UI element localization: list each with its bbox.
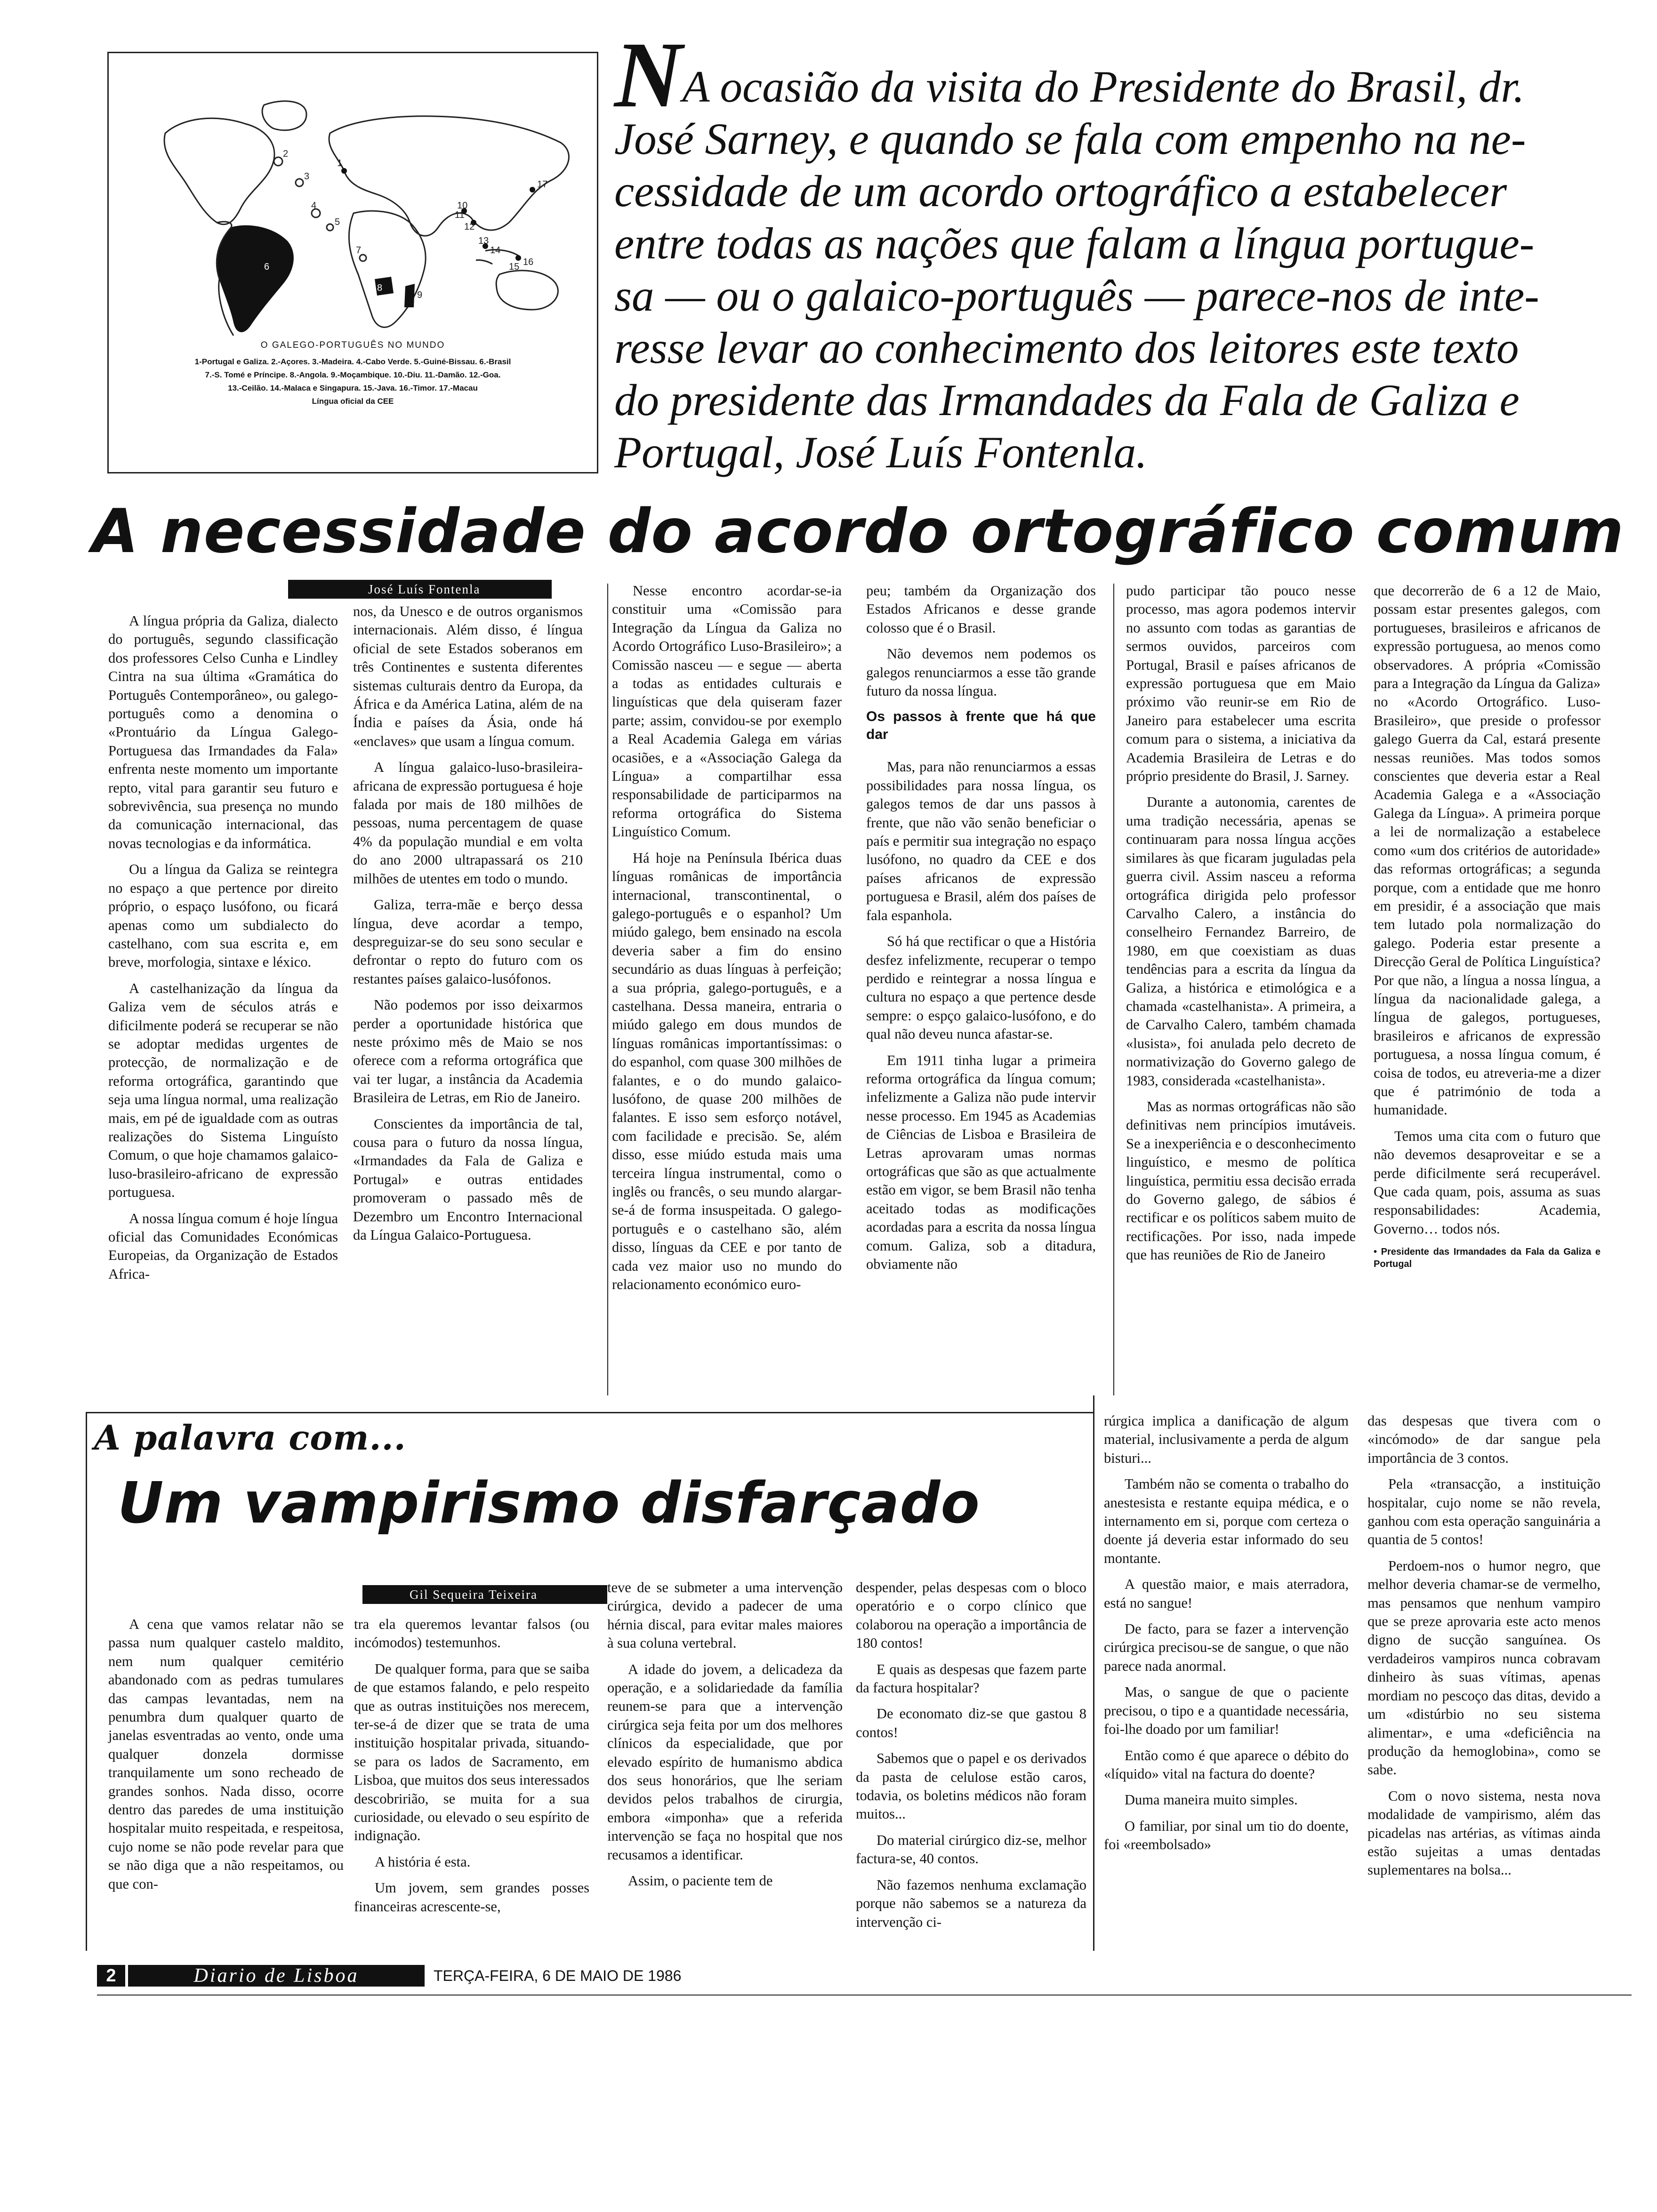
page-number: 2 [97,1965,125,1987]
article2-col6: das despesas que tivera com o «incómodo» de dar sangue pela importância de 3 contos. Pela «transacção, a instituição hospitalar, cujo nome se não revela, ganhou com esta operação sanguinária a quantia de 5 contos! Perdoem-nos o humor negro, que melhor deveria chamar-se de vermelho, mas pensamos que nenhum vampiro que se preze aprovaria este acto menos digno de sucção sanguínea. Os verdadeiros vampiros nunca cobravam dinheiro às suas vítimas, apenas mordiam no pescoço das ditas, devido a um «distúrbio no seu sistema alimentar», e uma «deficiência na produção da hemoglobina», como se sabe. Com o novo sistema, nesta nova modalidade de vampirismo, além das picadelas nas artérias, as vítimas ainda estão sujeitas a umas dentadas suplementares na bolsa... [1367,1413,1601,1878]
intro-line: Portugal, José Luís Fontenla. [614,427,1148,477]
article2-box-left [86,1412,87,1951]
article2-byline: Gil Sequeira Teixeira [362,1585,607,1604]
intro-line: A ocasião da visita do Presidente do Brasil, dr. [682,62,1525,112]
world-map [109,72,597,354]
article2-box-mid [1093,1395,1094,1951]
svg-text:17: 17 [537,179,548,190]
svg-text:1: 1 [337,158,343,168]
article2-col1: A cena que vamos relatar não se passa num qualquer castelo maldito, nem num qualquer cemitério abandonado com as pedras tumulares das campas levantadas, nem na penumbra dum qualquer quarto de janelas esventradas ao vento, onde uma qualquer donzela dormisse tranquilamente um sono recheado de grandes sonhos. Nada disso, ocorre dentro das paredes de uma instituição hospitalar muito respeitada, e respeitosa, cujo nome se não pode revelar para que se não diga que a não respeitamos, ou que con- [108,1616,344,1892]
article1-subheading: Os passos à frente que há que dar [866,709,1096,743]
map-caption [109,340,597,408]
map-legend-line: 7.-S. Tomé e Príncipe. 8.-Angola. 9.-Moçambique. 10.-Diu. 11.-Damão. 12.-Goa. [205,370,501,379]
column-rule [1113,584,1114,1395]
article1-col1: A língua própria da Galiza, dialecto do português, segundo classificação dos professores Celso Cunha e Lindley Cintra na sua última «Gramática do Português Contemporâneo», ou galego-português como a denomina o «Prontuário da Língua Galego-Portuguesa das Irmandades da Fala» enfrenta neste momento um importante repto, vital para garantir seu futuro e sobrevivência, sua presença no mundo da comunicação internacional, das novas tecnologias e da informática. Ou a língua da Galiza se reintegra no espaço a que pertence por direito próprio, o espaço lusófono, ou ficará apenas como um subdialecto do castelhano, com sua escrita e, em breve, morfologia, sintaxe e léxico. A castelhanização da língua da Galiza vem de séculos atrás e dificilmente poderá se recuperar se não se adoptar medidas urgentes de protecção, de normalização e de reforma ortográfica, garantindo que seja uma língua normal, uma realização mais, em pé de igualdade com as outras realizações do Sistema Linguísto Comum, o que hoje chamamos galaico-luso-brasileiro-africano de expressão portuguesa. A nossa língua comum é hoje língua oficial das Comunidades Económicas Europeias, da Organização de Estados Africa- [108,613,338,1282]
article2-kicker: A palavra com... [94,1418,406,1458]
map-legend-line: 1-Portugal e Galiza. 2.-Açores. 3.-Madeira. 4.-Cabo Verde. 5.-Guiné-Bissau. 6.-Brasil [194,357,511,366]
article2-col4: despender, pelas despesas com o bloco operatório e o corpo clínico que colaborou na operação a importância de 180 contos! E quais as despesas que fazem parte da factura hospitalar? De economato diz-se que gastou 8 contos! Sabemos que o papel e os derivados da pasta de celulose estão caros, todavia, os boletins médicos não foram muitos... Do material cirúrgico diz-se, melhor factura-se, 40 contos. Não fazemos nenhuma exclamação porque não sabemos se a natureza da intervenção ci- [856,1579,1086,1930]
drop-cap: N [614,23,683,127]
intro-line: resse levar ao conhecimento dos leitores este texto [614,323,1519,373]
svg-text:8: 8 [377,283,383,293]
article1-headline: A necessidade do acordo ortográfico comum [92,497,1624,567]
issue-date: TERÇA-FEIRA, 6 DE MAIO DE 1986 [434,1967,682,1984]
svg-text:16: 16 [523,257,534,267]
svg-text:15: 15 [509,262,520,272]
svg-text:14: 14 [490,245,501,256]
column-rule [607,584,608,1395]
svg-text:13: 13 [478,236,489,246]
article2-col2: tra ela queremos levantar falsos (ou incómodos) testemunhos. De qualquer forma, para que se saiba de que estamos falando, e pelo respeito que as outras instituições nos merecem, ter-se-á de dizer que se trata de uma instituição hospitalar privada, situando-se para os lados de Sacramento, em Lisboa, que muitos dos seus interessados descobririão, se muita for a sua curiosidade, ou elevado o seu espírito de indignação. A história é esta. Um jovem, sem grandes posses financeiras acrescente-se, [354,1616,589,1915]
masthead: Diario de Lisboa [128,1965,425,1987]
svg-text:9: 9 [417,290,423,300]
map-box [107,52,598,473]
brazil-shape [217,225,293,332]
map-legend-line: Língua oficial da CEE [312,397,394,406]
article1-byline: José Luís Fontenla [288,580,552,599]
svg-text:7: 7 [356,245,362,256]
intro-line: entre todas as nações que falam a língua portugue- [614,218,1535,268]
article1-col6: que decorrerão de 6 a 12 de Maio, possam estar presentes galegos, com portugueses, brasileiros e africanos de expressão portuguesa, ao menos como observadores. A própria «Comissão para a Integração da Língua da Galiza» no «Acordo Ortográfico. Luso-Brasileiro», que preside o professor galego Guerra da Cal, estará presente nessas reuniões. Mas todos somos conscientes que deveria estar a Real Academia Galega e a «Associação Galega da Língua». A primeira porque a lei de normalização a estabelece como «um dos critérios de autoridade» das reformas ortográficas; a segunda porque, com a entidade que me honro em presidir, é a associação que mais tem lutado pola normalização do galego. Poderia estar presente a Direcção Geral de Política Linguística? Por que não, a língua a nossa língua, a língua da nacionalidade galega, a língua de galegos, portugueses, brasileiros e africanos de expressão portuguesa, a nossa língua comum, é coisa de todos, eu atreveria-me a dizer que é património de toda a humanidade. Temos uma cita com o futuro que não devemos desaproveitar e se a perde dificilmente será recuperável. Que cada quam, pois, assuma as suas responsabilidades: Academia, Governo… todos nós. • Presidente das Irmandades da Fala da Galiza e Portugal [1374,583,1601,1270]
map-caption-title: O GALEGO-PORTUGUÊS NO MUNDO [260,340,445,350]
intro-line: do presidente das Irmandades da Fala de Galiza e [614,375,1520,425]
intro-line: cessidade de um acordo ortográfico a estabelecer [614,166,1507,216]
map-label: 2 [283,149,289,159]
intro-line: sa — ou o galaico-português — parece-nos de inte- [614,271,1539,321]
article1-col4: peu; também da Organização dos Estados Africanos e desse grande colosso que é o Brasil. Não devemos nem podemos os galegos renunciarmos a esse tão grande futuro da nossa língua. Os passos à frente que há que dar Mas, para não renunciarmos a essas possibilidades para nossa língua, os galegos temos de dar uns passos à frente, que não vão senão beneficiar o país e permitir sua integração no espaço lusófono, no quadro da CEE e dos países africanos de expressão portuguesa e Brasil, além dos países de fala espanhola. Só há que rectificar o que a História desfez infelizmente, recuperar o tempo perdido e reintegrar a nossa língua e cultura no espaço a que pertence desde sempre: o espço galaico-lusófono, e do qual não deveu nunca afastar-se. Em 1911 tinha lugar a primeira reforma ortográfica da língua comum; infelizmente a Galiza não pude intervir nesse processo. Em 1945 as Academias de Ciências de Lisboa e Brasileira de Letras aprovaram umas normas ortográficas que são as que actualmente estão em vigor, se bem Brasil não tenha aceitado todas as modificações acordadas para a escrita da nossa língua comum. Galiza, sob a ditadura, obviamente não [866,583,1096,1272]
map-legend-line: 13.-Ceilão. 14.-Malaca e Singapura. 15.-Java. 16.-Timor. 17.-Macau [228,384,478,393]
article2-col5: rúrgica implica a danificação de algum material, inclusivamente a perda de algum bisturi... Também não se comenta o trabalho do anestesista e restante equipa médica, e o internamento em si, porque com certeza o doente já deveria estar informado do seu montante. A questão maior, e mais aterradora, está no sangue! De facto, para se fazer a intervenção cirúrgica precisou-se de sangue, o que não parece nada anormal. Mas, o sangue de que o paciente precisou, o tipo e a quantidade necessária, foi-lhe doado por um familiar! Então como é que aparece o débito do «líquido» vital na factura do doente? Duma maneira muito simples. O familiar, por sinal um tio do doente, foi «reembolsado» [1104,1413,1349,1853]
article1-col3: Nesse encontro acordar-se-ia constituir uma «Comissão para Integração da Língua da Galiza no Acordo Ortográfico Luso-Brasileiro»; a Comissão nasceu — e segue — aberta a todas as entidades culturais e linguísticas que dela quiseram fazer parte; assim, convidou-se por exemplo a Real Academia Galega em várias ocasiões, e a «Associação Galega da Língua» a compartilhar essa responsabilidade de participarmos na reforma ortográfica do Sistema Linguístico Comum. Há hoje na Península Ibérica duas línguas românicas de importância internacional, transcontinental, o galego-português e o espanhol? Um miúdo galego, bem ensinado na escola deveria saber a fim do ensino secundário as duas línguas à perfeição; a sua própria, galego-português, e a castelhana. Dessa maneira, entraria o miúdo galego em dous mundos de línguas românicas importantíssimas: o do espanhol, com quase 300 milhões de falantes, e o do mundo galaico-lusófono, de quase 200 milhões de falantes. E isso sem esforço notável, com facilidade e precisão. Se, além disso, esse miúdo estuda mais uma terceira língua instrumental, como o inglês ou francês, o seu mundo alargar-se-á de forma insuspeitada. O galego-português e o castelhano são, além disso, línguas da CEE e por tanto de cada vez maior uso no mundo do relacionamento económico euro- [612,583,842,1293]
svg-text:6: 6 [264,262,270,272]
article2-col3: teve de se submeter a uma intervenção cirúrgica, devido a padecer de uma hérnia discal, para evitar males maiores à sua coluna vertebral. A idade do jovem, a delicadeza da operação, e a solidariedade da família reunem-se para que a intervenção cirúrgica seja feita por um dos melhores clínicos da especialidade, que por elevado espírito de humanismo abdica dos seus honorários, que lhe seriam devidos pelos trabalhos de cirurgia, embora «imponha» que a referida intervenção se faça no hospital que nos recusamos a identificar. Assim, o paciente tem de [607,1579,843,1889]
article1-col5: pudo participar tão pouco nesse processo, mas agora podemos intervir no assunto com todas as garantias de sermos ouvidos, parceiros com Portugal, Brasil e países africanos de expressão portuguesa que em Maio próximo vão reunir-se em Rio de Janeiro para estabelecer uma escrita comum para o sistema, a iniciativa da Academia Brasileira de Letras e do próprio presidente do Brasil, J. Sarney. Durante a autonomia, carentes de uma tradição necessária, apenas se continuaram para nossa língua acções similares às que ficaram juguladas pela guerra civil. Assim nasceu a reforma ortográfica dirigida pelo professor Carvalho Calero, a instância do conselheiro Fernandez Barreiro, de 1980, em que coexistiam as duas tendências para a escrita da língua da Galiza, a histórica e etimológica e a chamada «castelhanista». A primeira, a de Carvalho Calero, também chamada «lusista», foi anulada pelo decreto de normativização do Governo galego de 1983, considerada «castelhanista». Mas as normas ortográficas não são definitivas nem princípios imutáveis. Se a inexperiência e o desconhecimento linguístico, e mesmo de política linguística, permitiu essa decisão errada do Governo galego, de sábios é rectificar e os políticos sabem muito de rectificações. Por isso, nada impede que has reuniões de Rio de Janeiro [1126,583,1356,1263]
footer [97,1965,1603,1987]
article2-headline: Um vampirismo disfarçado [118,1471,980,1536]
intro-text [614,23,1622,479]
svg-text:4: 4 [311,200,317,211]
bottom-rule [97,1995,1632,1996]
article1-col2: nos, da Unesco e de outros organismos internacionais. Além disso, é língua oficial de sete Estados soberanos em três Continentes e sustenta diferentes sistemas culturais dentro da Europa, da África e da América Latina, além de na Índia e países da Ásia, onde há «enclaves» que usam a língua comum. A língua galaico-luso-brasileira-africana de expressão portuguesa é hoje falada por mais de 180 milhões de pessoas, numa percentagem de quase 4% da população mundial e em volta do ano 2000 ultrapassará os 210 milhões de utentes em todo o mundo. Galiza, terra-mãe e berço dessa língua, deve acordar a tempo, despreguizar-se do seu sono secular e defrontar o repto do futuro com os restantes países galaico-lusófonos. Não podemos por isso deixarmos perder a oportunidade histórica que neste próximo mês de Maio se nos oferece com a reforma ortográfica que vai ter lugar, a instância da Academia Brasileira de Letras, em Rio de Janeiro. Conscientes da importância de tal, cousa para o futuro da nossa língua, «Irmandades da Fala de Galiza e Portugal» e outras entidades promoveram o passado mês de Dezembro um Encontro Internacional da Língua Galaico-Portuguesa. [353,603,583,1243]
intro-line: José Sarney, e quando se fala com empenho na ne- [614,114,1526,164]
svg-text:3: 3 [304,171,310,182]
article1-footnote: • Presidente das Irmandades da Fala da Galiza e Portugal [1374,1247,1601,1270]
svg-text:11: 11 [455,210,465,220]
svg-text:12: 12 [464,222,475,232]
article2-box-top [86,1412,1093,1413]
svg-text:10: 10 [457,200,468,211]
svg-text:5: 5 [335,217,340,227]
